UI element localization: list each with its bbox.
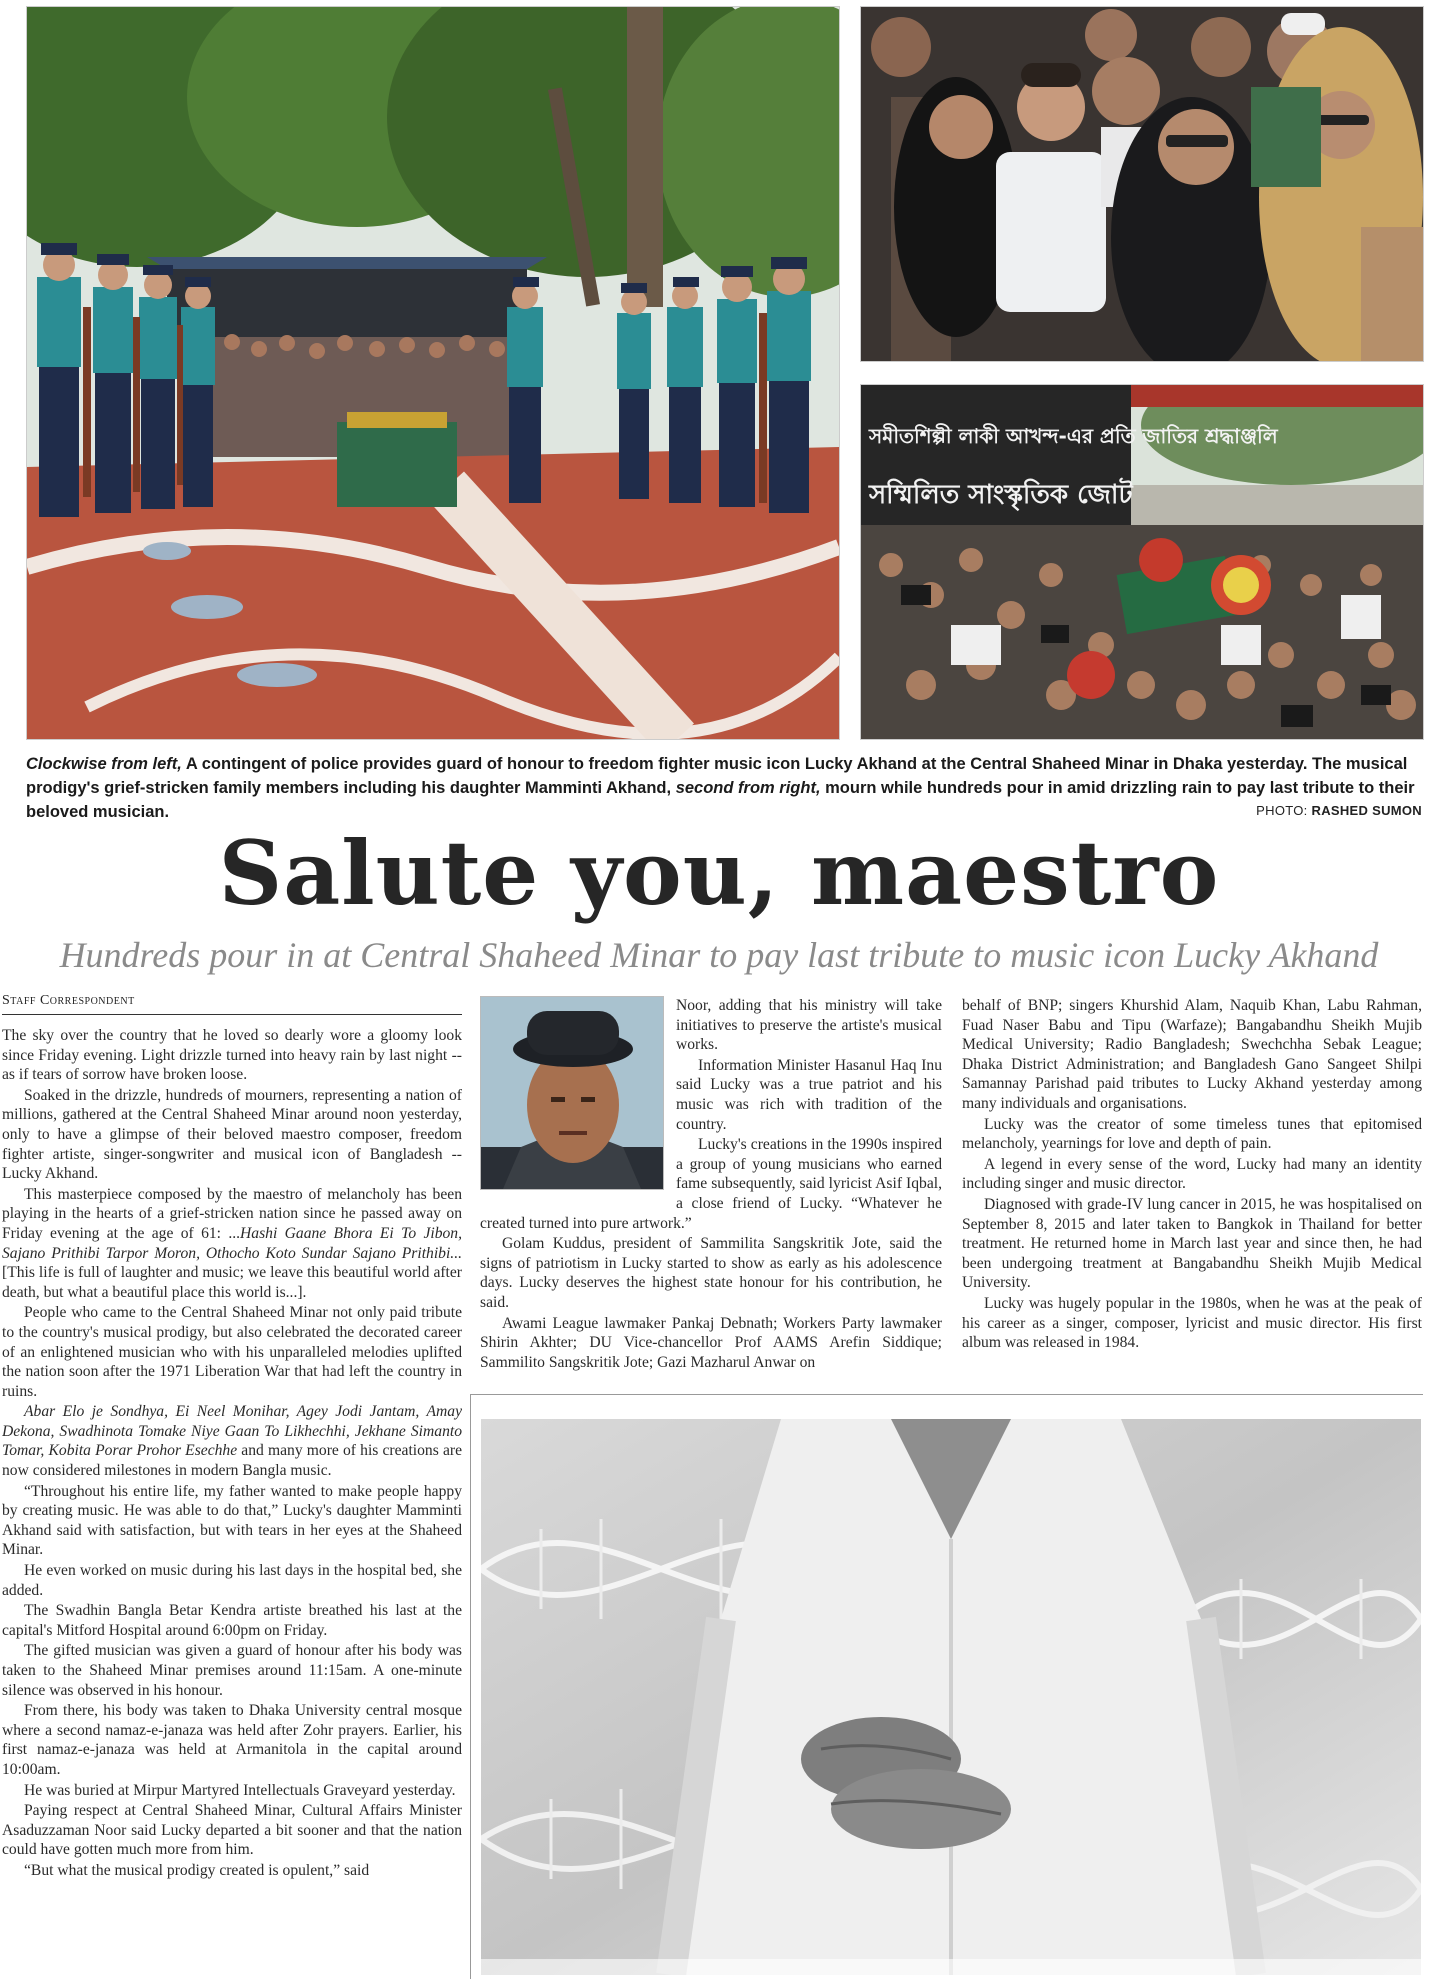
paragraph: Paying respect at Central Shaheed Minar, Cultural Affairs Minister Asaduzzaman Noor said Lucky departed a bit sooner and that the nation could have gotten much more from him.: [2, 1802, 462, 1859]
caption-part2: mourn while hundreds pour in amid drizzling rain to pay last tribute to their beloved musician.: [26, 779, 1415, 821]
paragraph: Lucky's creations in the 1990s inspired a group of young musicians who earned fame subsequently, said lyricist Asif Iqbal, a close friend of Lucky. “Whatever he created turned into pure artwork.”: [480, 1136, 942, 1232]
article-column-1: [2, 1026, 462, 1974]
banner-line2: সম্মিলিত সাংস্কৃতিক জোট: [869, 480, 1133, 510]
advertisement: [470, 1394, 1423, 1979]
byline: Staff Correspondent: [2, 993, 462, 1015]
paragraph: The sky over the country that he loved so dearly wore a gloomy look since Friday evening. Light drizzle turned into heavy rain by last night -- as if tears of sorrow have broken loose.: [2, 1027, 462, 1084]
photo-credit-name: RASHED SUMON: [1311, 803, 1422, 818]
paragraph: Information Minister Hasanul Haq Inu said Lucky was a true patriot and his music was rich with tradition of the country.: [676, 1056, 942, 1133]
paragraph: He was buried at Mirpur Martyred Intellectuals Graveyard yesterday.: [24, 1781, 456, 1799]
paragraph: Awami League lawmaker Pankaj Debnath; Workers Party lawmaker Shirin Akhter; DU Vice-chancellor Prof AAMS Arefin Siddique; Sammilito Sangskritik Jote; Gazi Mazharul Anwar on: [480, 1314, 942, 1371]
paragraph: The Swadhin Bangla Betar Kendra artiste breathed his last at the capital's Mitford Hospital around 6:00pm on Friday.: [2, 1602, 462, 1639]
paragraph: This masterpiece composed by the maestro of melancholy has been playing in the hearts of a grief-stricken nation since he passed away on Friday evening at the age of 61: ...Hashi Gaane Bhora Ei To Jibon, Sajano Prithibi Tarpor Moron, Othocho Koto Sundar Sajano Prithibi... [This life is full of laughter and music; we leave this beautiful world after death, but what a beautiful place this world is...].: [2, 1185, 462, 1301]
caption-part1: A contingent of police provides guard of honour to freedom fighter music icon Lucky Akhand at the Central Shaheed Minar in Dhaka yesterday. The musical prodigy's grief-stricken family members including his daughter Mamminti Akhand,: [26, 755, 1408, 797]
advertisement-image: [481, 1419, 1421, 1975]
paragraph: Noor, adding that his ministry will take initiatives to preserve the artiste's musical works.: [676, 997, 942, 1054]
banner-line1: সমীতশিল্পী লাকী আখন্দ-এর প্রতি জাতির শ্রদ্ধাঞ্জলি: [869, 424, 1278, 448]
photo-credit-label: PHOTO:: [1256, 803, 1308, 818]
subheadline: Hundreds pour in at Central Shaheed Minar to pay last tribute to music icon Lucky Akhand: [59, 935, 1379, 975]
paragraph: Soaked in the drizzle, hundreds of mourners, representing a nation of millions, gathered at the Central Shaheed Minar around noon yesterday, only to have a glimpse of their beloved maestro composer, freedom fighter artiste, singer-songwriter and musical icon of Bangladesh -- Lucky Akhand.: [2, 1086, 462, 1183]
article-column-2: [480, 996, 942, 1373]
paragraph: The gifted musician was given a guard of honour after his body was taken to the Shaheed Minar premises around 11:15am. A one-minute silence was observed in his honour.: [2, 1642, 462, 1699]
crowd-tribute-photo: [860, 384, 1424, 740]
headline: Salute you, maestro: [218, 821, 1220, 925]
caption-emphasis: second from right,: [675, 779, 821, 797]
caption-lead: Clockwise from left,: [26, 755, 182, 773]
paragraph: behalf of BNP; singers Khurshid Alam, Naquib Khan, Labu Rahman, Fuad Naser Babu and Tipu (Warfaze); Bangabandhu Sheikh Mujib Medical University; Radio Bangladesh; Swechchha Sebak League; Dhaka District Administration; and Bangladesh Gano Sangeet Shilpi Samannay Parishad paid tributes to Lucky Akhand yesterday among many individuals and organisations.: [962, 997, 1422, 1112]
photo-caption: [26, 752, 1424, 824]
lucky-akhand-portrait: [480, 996, 664, 1190]
paragraph: From there, his body was taken to Dhaka University central mosque where a second namaz-e-janaza was held after Zohr prayers. Earlier, his first namaz-e-janaza was held at Armanitola in the capital around 10:00am.: [2, 1702, 462, 1778]
paragraph: “Throughout his entire life, my father wanted to make people happy by creating music. He was able to do that,” Lucky's daughter Mamminti Akhand said with satisfaction, but with tears in her eyes at the Shaheed Minar.: [2, 1482, 462, 1559]
article-column-3: [962, 996, 1422, 1354]
paragraph: He even worked on music during his last days in the hospital bed, she added.: [2, 1562, 462, 1599]
photo-credit: [1256, 803, 1422, 818]
paragraph: Golam Kuddus, president of Sammilita Sangskritik Jote, said the signs of patriotism in Lucky started to show as early as his adolescence days. Lucky deserves the highest state honour for his contribution, he said.: [480, 1235, 942, 1311]
paragraph: Abar Elo je Sondhya, Ei Neel Monihar, Agey Jodi Jantam, Amay Dekona, Swadhinota Tomake Niye Gaan To Likhechhi, Jekhane Simanto Tomar, Kobita Porar Prohor Esechhe and many more of his creations are now considered milestones in modern Bangla music.: [2, 1403, 462, 1480]
paragraph: Lucky was hugely popular in the 1980s, when he was at the peak of his career as a singer, composer, lyricist and music director. His first album was released in 1984.: [962, 1294, 1422, 1352]
paragraph: Diagnosed with grade-IV lung cancer in 2015, he was hospitalised on September 8, 2015 and later taken to Bangkok in Thailand for better treatment. He returned home in March last year and since then, he had been undergoing treatment at Bangabandhu Sheikh Mujib Medical University.: [962, 1195, 1422, 1292]
paragraph: People who came to the Central Shaheed Minar not only paid tribute to the country's musical prodigy, but also celebrated the decorated career of an enlightened musician who with his unparalleled melodies uplifted the nation soon after the 1971 Liberation War that had left the country in ruins.: [2, 1304, 462, 1400]
paragraph: “But what the musical prodigy created is opulent,” said: [24, 1861, 370, 1879]
family-mourning-photo: [860, 6, 1424, 362]
police-guard-photo: [26, 6, 840, 740]
paragraph: Lucky was the creator of some timeless tunes that epitomised melancholy, yearnings for love and depth of pain.: [962, 1115, 1422, 1153]
paragraph: A legend in every sense of the word, Lucky had many an identity including singer and music director.: [962, 1155, 1422, 1193]
